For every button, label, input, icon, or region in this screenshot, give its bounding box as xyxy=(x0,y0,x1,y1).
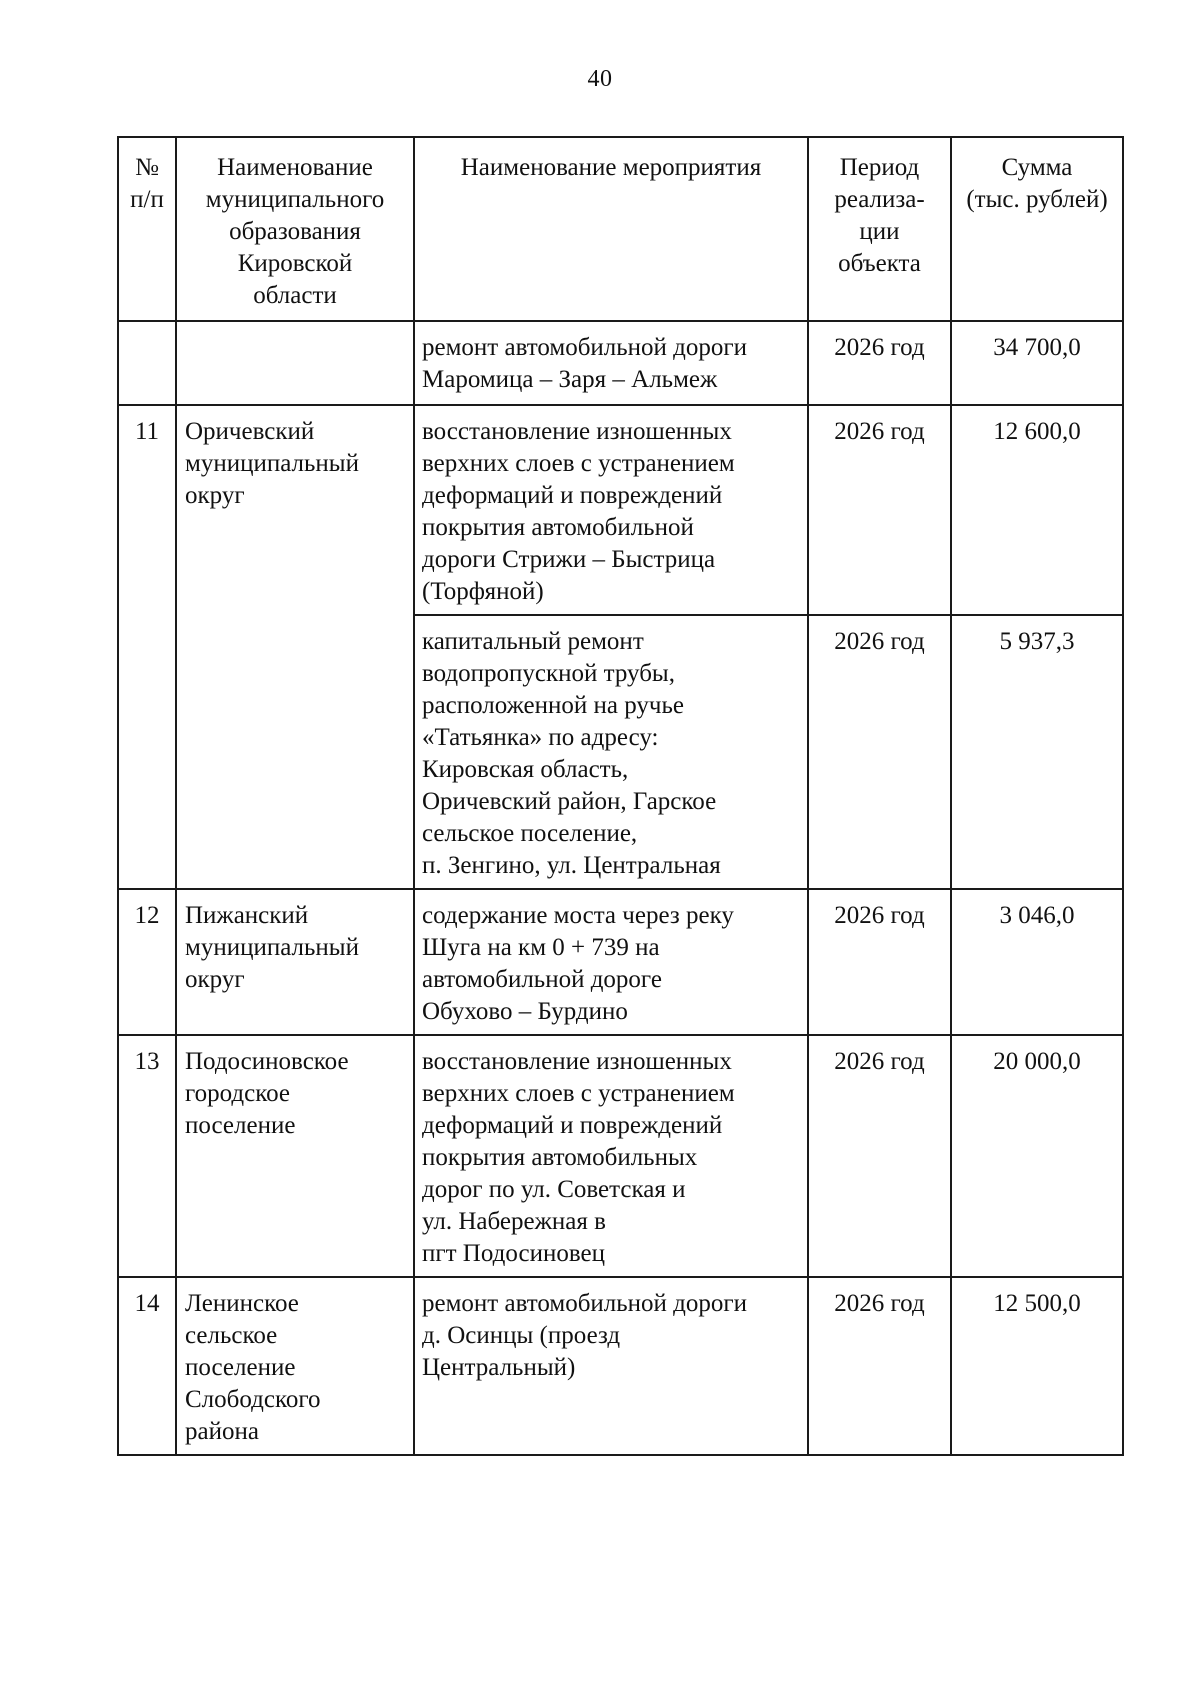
municipality-cell-text xyxy=(177,890,413,1002)
row-number-cell xyxy=(118,405,176,889)
sum-cell-text: 3 046,0 xyxy=(999,902,1075,929)
text-line: пгт Подосиновец xyxy=(422,1240,605,1267)
row-number-cell-text: 12 xyxy=(134,902,160,929)
sum-cell xyxy=(951,889,1123,1035)
text-line: ул. Набережная в xyxy=(422,1208,606,1235)
text-line: Ленинское xyxy=(185,1290,299,1317)
text-line: поселение xyxy=(185,1354,296,1381)
header-period-text xyxy=(809,138,950,288)
header-municipality xyxy=(176,137,414,321)
text-line: восстановление изношенных xyxy=(422,1048,732,1075)
municipality-cell xyxy=(176,889,414,1035)
header-municipality-text xyxy=(177,138,413,320)
text-line: Обухово – Бурдино xyxy=(422,998,628,1025)
municipality-cell-text xyxy=(177,406,413,518)
text-line: поселение xyxy=(185,1112,296,1139)
page-number: 40 xyxy=(587,66,613,92)
period-cell-text: 2026 год xyxy=(834,334,925,361)
text-line: покрытия автомобильной xyxy=(422,514,694,541)
period-cell-text: 2026 год xyxy=(834,628,925,655)
text-line: (тыс. рублей) xyxy=(966,186,1108,213)
row-number-cell-text: 11 xyxy=(134,418,160,445)
event-cell-text xyxy=(415,406,807,614)
period-cell xyxy=(808,615,951,889)
table-body xyxy=(118,321,1123,1455)
row-number-cell xyxy=(118,1035,176,1277)
sum-cell-text: 12 600,0 xyxy=(993,418,1081,445)
sum-cell xyxy=(951,615,1123,889)
header-period xyxy=(808,137,951,321)
text-line: Кировской xyxy=(237,250,353,277)
sum-cell xyxy=(951,321,1123,405)
sum-cell xyxy=(951,1035,1123,1277)
table-row xyxy=(118,321,1123,405)
event-cell-text xyxy=(415,890,807,1034)
period-cell xyxy=(808,321,951,405)
text-line: Центральный) xyxy=(422,1354,576,1381)
row-number-cell-text xyxy=(119,322,175,338)
table-header-row xyxy=(118,137,1123,321)
text-line: Подосиновское xyxy=(185,1048,349,1075)
sum-cell-text: 5 937,3 xyxy=(999,628,1075,655)
text-line: ремонт автомобильной дороги xyxy=(422,334,748,361)
text-line: муниципальный xyxy=(185,934,359,961)
municipality-cell xyxy=(176,1277,414,1455)
header-sum-text xyxy=(952,138,1122,224)
text-line: округ xyxy=(185,966,245,993)
municipality-cell xyxy=(176,1035,414,1277)
projects-table xyxy=(117,136,1124,1456)
period-cell xyxy=(808,405,951,615)
table-row xyxy=(118,405,1123,615)
text-line: Наименование xyxy=(217,154,373,181)
text-line: Оричевский район, Гарское xyxy=(422,788,717,815)
event-cell-text xyxy=(415,322,807,402)
text-line: Кировская область, xyxy=(422,756,629,783)
period-cell-text: 2026 год xyxy=(834,902,925,929)
municipality-cell-text xyxy=(177,322,413,338)
text-line: деформаций и повреждений xyxy=(422,482,723,509)
text-line: сельское xyxy=(185,1322,278,1349)
row-number-cell xyxy=(118,321,176,405)
text-line: ремонт автомобильной дороги xyxy=(422,1290,748,1317)
text-line: восстановление изношенных xyxy=(422,418,732,445)
text-line: городское xyxy=(185,1080,291,1107)
event-cell xyxy=(414,321,808,405)
header-event xyxy=(414,137,808,321)
header-sum xyxy=(951,137,1123,321)
event-cell-text xyxy=(415,616,807,888)
text-line: района xyxy=(185,1418,259,1445)
text-line: содержание моста через реку xyxy=(422,902,734,929)
municipality-cell xyxy=(176,405,414,889)
event-cell-text xyxy=(415,1036,807,1276)
text-line: Маромица – Заря – Альмеж xyxy=(422,366,718,393)
text-line: муниципального xyxy=(205,186,385,213)
text-line: округ xyxy=(185,482,245,509)
text-line: д. Осинцы (проезд xyxy=(422,1322,621,1349)
text-line: Сумма xyxy=(1001,154,1073,181)
text-line: ции xyxy=(859,218,900,245)
text-line: деформаций и повреждений xyxy=(422,1112,723,1139)
period-cell xyxy=(808,889,951,1035)
text-line: п/п xyxy=(130,186,164,213)
text-line: верхних слоев с устранением xyxy=(422,1080,735,1107)
text-line: муниципальный xyxy=(185,450,359,477)
header-num xyxy=(118,137,176,321)
row-number-cell xyxy=(118,1277,176,1455)
text-line: Наименование мероприятия xyxy=(460,154,762,181)
text-line: водопропускной трубы, xyxy=(422,660,675,687)
sum-cell-text: 20 000,0 xyxy=(993,1048,1081,1075)
table-row xyxy=(118,1277,1123,1455)
text-line: сельское поселение, xyxy=(422,820,638,847)
text-line: Шуга на км 0 + 739 на xyxy=(422,934,660,961)
municipality-cell-text xyxy=(177,1036,413,1148)
municipality-cell xyxy=(176,321,414,405)
event-cell xyxy=(414,1277,808,1455)
text-line: п. Зенгино, ул. Центральная xyxy=(422,852,721,879)
event-cell xyxy=(414,615,808,889)
event-cell-text xyxy=(415,1278,807,1390)
event-cell xyxy=(414,889,808,1035)
sum-cell-text: 12 500,0 xyxy=(993,1290,1081,1317)
text-line: области xyxy=(253,282,337,309)
event-cell xyxy=(414,1035,808,1277)
row-number-cell-text: 13 xyxy=(134,1048,160,1075)
row-number-cell-text: 14 xyxy=(134,1290,160,1317)
municipality-cell-text xyxy=(177,1278,413,1454)
text-line: объекта xyxy=(838,250,921,277)
sum-cell xyxy=(951,1277,1123,1455)
sum-cell xyxy=(951,405,1123,615)
text-line: реализа- xyxy=(834,186,925,213)
text-line: «Татьянка» по адресу: xyxy=(422,724,659,751)
text-line: № xyxy=(135,154,159,181)
text-line: Слободского xyxy=(185,1386,321,1413)
text-line: образования xyxy=(229,218,361,245)
text-line: Пижанский xyxy=(185,902,309,929)
text-line: капитальный ремонт xyxy=(422,628,644,655)
text-line: дороги Стрижи – Быстрица xyxy=(422,546,716,573)
text-line: (Торфяной) xyxy=(422,578,544,605)
period-cell xyxy=(808,1035,951,1277)
text-line: дорог по ул. Советская и xyxy=(422,1176,686,1203)
event-cell xyxy=(414,405,808,615)
text-line: покрытия автомобильных xyxy=(422,1144,698,1171)
text-line: Оричевский xyxy=(185,418,315,445)
table-row xyxy=(118,889,1123,1035)
text-line: верхних слоев с устранением xyxy=(422,450,735,477)
text-line: автомобильной дороге xyxy=(422,966,662,993)
row-number-cell xyxy=(118,889,176,1035)
text-line: расположенной на ручье xyxy=(422,692,684,719)
header-num-text xyxy=(119,138,175,224)
period-cell-text: 2026 год xyxy=(834,1290,925,1317)
header-event-text xyxy=(415,138,807,192)
table-row xyxy=(118,1035,1123,1277)
text-line: Период xyxy=(839,154,920,181)
period-cell-text: 2026 год xyxy=(834,1048,925,1075)
period-cell-text: 2026 год xyxy=(834,418,925,445)
period-cell xyxy=(808,1277,951,1455)
sum-cell-text: 34 700,0 xyxy=(993,334,1081,361)
